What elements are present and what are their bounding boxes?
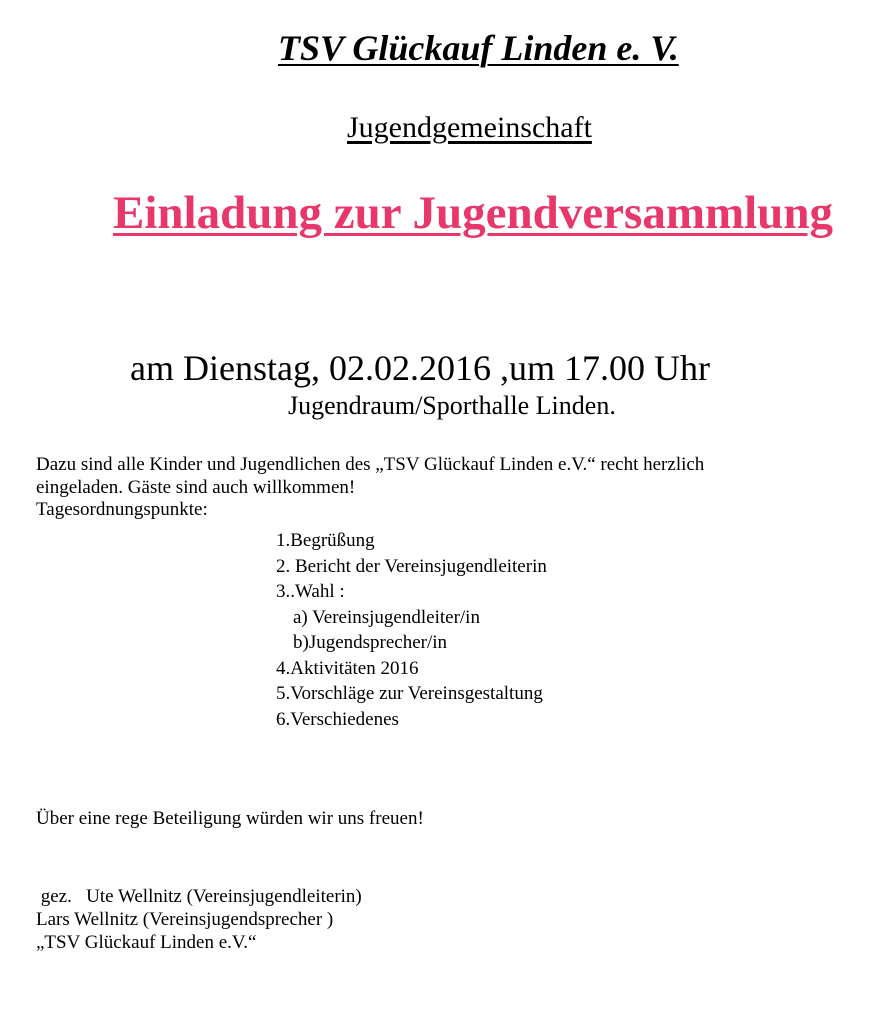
agenda-heading: Tagesordnungspunkte: (36, 499, 208, 520)
agenda-subitem: b)Jugendsprecher/in (293, 632, 448, 653)
signature-line: gez. Ute Wellnitz (Vereinsjugendleiterin) (36, 886, 362, 907)
invitation-headline: Einladung zur Jugendversammlung (113, 187, 833, 239)
agenda-item: 6.Verschiedenes (276, 708, 399, 730)
signature-line: Lars Wellnitz (Vereinsjugendsprecher ) (36, 909, 334, 930)
invitation-intro (36, 453, 704, 499)
event-location: Jugendraum/Sporthalle Linden. (288, 391, 616, 420)
event-date-time: am Dienstag, 02.02.2016 ,um 17.00 Uhr (130, 348, 710, 388)
closing-line: Über eine rege Beteiligung würden wir uns freuen! (36, 808, 424, 829)
agenda-list (276, 528, 547, 732)
agenda-item: 4.Aktivitäten 2016 (276, 657, 419, 679)
agenda-item: 5.Vorschläge zur Vereinsgestaltung (276, 683, 543, 704)
agenda-subitem: a) Vereinsjugendleiter/in (293, 606, 480, 628)
intro-line: eingeladen. Gäste sind auch willkommen! (36, 477, 356, 498)
agenda-item: 3..Wahl : (276, 581, 345, 602)
agenda-item: 1.Begrüßung (276, 530, 375, 551)
group-subtitle: Jugendgemeinschaft (347, 111, 592, 144)
intro-line: Dazu sind alle Kinder und Jugendlichen des „TSV Glückauf Linden e.V.“ recht herzlich (36, 454, 705, 475)
organization-title: TSV Glückauf Linden e. V. (278, 28, 679, 68)
agenda-item: 2. Bericht der Vereinsjugendleiterin (276, 555, 547, 577)
signature-line: „TSV Glückauf Linden e.V.“ (36, 932, 257, 953)
signature-block (36, 885, 362, 954)
